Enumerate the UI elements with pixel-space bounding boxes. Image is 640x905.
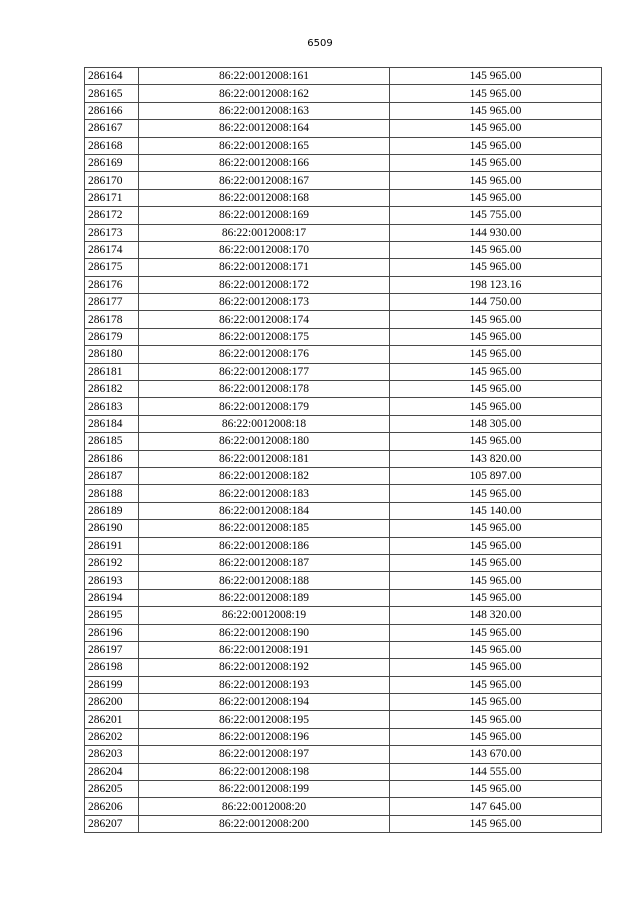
row-number-cell: 286185 xyxy=(85,433,139,450)
cadastral-number-cell: 86:22:0012008:186 xyxy=(139,537,390,554)
cadastral-number-cell: 86:22:0012008:173 xyxy=(139,294,390,311)
table-row xyxy=(85,224,602,241)
cadastral-number-cell: 86:22:0012008:189 xyxy=(139,589,390,606)
cadastral-number-cell: 86:22:0012008:176 xyxy=(139,346,390,363)
cadastral-number-cell: 86:22:0012008:195 xyxy=(139,711,390,728)
table-row xyxy=(85,241,602,258)
cadastral-number-cell: 86:22:0012008:19 xyxy=(139,607,390,624)
row-number-cell: 286170 xyxy=(85,172,139,189)
cadastral-value-cell: 145 965.00 xyxy=(390,572,602,589)
cadastral-number-cell: 86:22:0012008:178 xyxy=(139,381,390,398)
cadastral-number-cell: 86:22:0012008:199 xyxy=(139,781,390,798)
table-row xyxy=(85,763,602,780)
cadastral-value-cell: 145 965.00 xyxy=(390,659,602,676)
table-row xyxy=(85,676,602,693)
cadastral-value-cell: 145 965.00 xyxy=(390,102,602,119)
cadastral-number-cell: 86:22:0012008:190 xyxy=(139,624,390,641)
row-number-cell: 286197 xyxy=(85,641,139,658)
cadastral-value-cell: 105 897.00 xyxy=(390,467,602,484)
row-number-cell: 286166 xyxy=(85,102,139,119)
table-row xyxy=(85,554,602,571)
cadastral-value-cell: 144 750.00 xyxy=(390,294,602,311)
cadastral-number-cell: 86:22:0012008:169 xyxy=(139,207,390,224)
table-row xyxy=(85,328,602,345)
row-number-cell: 286204 xyxy=(85,763,139,780)
cadastral-number-cell: 86:22:0012008:167 xyxy=(139,172,390,189)
table-row xyxy=(85,659,602,676)
table-row xyxy=(85,294,602,311)
cadastral-value-cell: 145 965.00 xyxy=(390,328,602,345)
table-row xyxy=(85,746,602,763)
cadastral-value-cell: 145 965.00 xyxy=(390,554,602,571)
table-row xyxy=(85,607,602,624)
table-row xyxy=(85,485,602,502)
table-row xyxy=(85,798,602,815)
table-row xyxy=(85,207,602,224)
cadastral-value-cell: 145 965.00 xyxy=(390,398,602,415)
cadastral-value-cell: 145 965.00 xyxy=(390,68,602,85)
row-number-cell: 286198 xyxy=(85,659,139,676)
table-row xyxy=(85,189,602,206)
cadastral-value-cell: 145 965.00 xyxy=(390,676,602,693)
row-number-cell: 286174 xyxy=(85,241,139,258)
table-row xyxy=(85,694,602,711)
table-row xyxy=(85,137,602,154)
row-number-cell: 286190 xyxy=(85,520,139,537)
table-row xyxy=(85,624,602,641)
cadastral-value-cell: 145 965.00 xyxy=(390,433,602,450)
table-row xyxy=(85,467,602,484)
cadastral-number-cell: 86:22:0012008:185 xyxy=(139,520,390,537)
row-number-cell: 286207 xyxy=(85,815,139,832)
row-number-cell: 286188 xyxy=(85,485,139,502)
table-row xyxy=(85,398,602,415)
cadastral-value-cell: 145 965.00 xyxy=(390,154,602,171)
row-number-cell: 286179 xyxy=(85,328,139,345)
table-row xyxy=(85,450,602,467)
cadastral-number-cell: 86:22:0012008:192 xyxy=(139,659,390,676)
table-row xyxy=(85,537,602,554)
cadastral-value-cell: 145 965.00 xyxy=(390,172,602,189)
row-number-cell: 286196 xyxy=(85,624,139,641)
table-row xyxy=(85,120,602,137)
cadastral-number-cell: 86:22:0012008:172 xyxy=(139,276,390,293)
cadastral-value-cell: 148 320.00 xyxy=(390,607,602,624)
row-number-cell: 286164 xyxy=(85,68,139,85)
cadastral-number-cell: 86:22:0012008:184 xyxy=(139,502,390,519)
cadastral-value-cell: 145 755.00 xyxy=(390,207,602,224)
table-row xyxy=(85,102,602,119)
table-row xyxy=(85,728,602,745)
table-row xyxy=(85,433,602,450)
cadastral-value-cell: 145 965.00 xyxy=(390,381,602,398)
cadastral-number-cell: 86:22:0012008:165 xyxy=(139,137,390,154)
cadastral-value-cell: 145 965.00 xyxy=(390,346,602,363)
cadastral-value-cell: 145 965.00 xyxy=(390,728,602,745)
cadastral-number-cell: 86:22:0012008:196 xyxy=(139,728,390,745)
cadastral-number-cell: 86:22:0012008:197 xyxy=(139,746,390,763)
row-number-cell: 286189 xyxy=(85,502,139,519)
row-number-cell: 286167 xyxy=(85,120,139,137)
cadastral-value-cell: 145 965.00 xyxy=(390,120,602,137)
row-number-cell: 286168 xyxy=(85,137,139,154)
cadastral-value-cell: 145 965.00 xyxy=(390,85,602,102)
cadastral-value-table xyxy=(84,67,602,833)
cadastral-number-cell: 86:22:0012008:174 xyxy=(139,311,390,328)
row-number-cell: 286193 xyxy=(85,572,139,589)
cadastral-value-cell: 145 965.00 xyxy=(390,694,602,711)
cadastral-number-cell: 86:22:0012008:17 xyxy=(139,224,390,241)
cadastral-value-cell: 145 965.00 xyxy=(390,189,602,206)
row-number-cell: 286165 xyxy=(85,85,139,102)
row-number-cell: 286171 xyxy=(85,189,139,206)
cadastral-value-cell: 145 965.00 xyxy=(390,537,602,554)
cadastral-number-cell: 86:22:0012008:198 xyxy=(139,763,390,780)
table-row xyxy=(85,68,602,85)
cadastral-number-cell: 86:22:0012008:168 xyxy=(139,189,390,206)
table-row xyxy=(85,276,602,293)
row-number-cell: 286199 xyxy=(85,676,139,693)
table-row xyxy=(85,502,602,519)
row-number-cell: 286172 xyxy=(85,207,139,224)
table-row xyxy=(85,520,602,537)
cadastral-value-cell: 145 965.00 xyxy=(390,641,602,658)
row-number-cell: 286200 xyxy=(85,694,139,711)
row-number-cell: 286192 xyxy=(85,554,139,571)
cadastral-value-cell: 145 965.00 xyxy=(390,259,602,276)
cadastral-value-cell: 145 965.00 xyxy=(390,711,602,728)
cadastral-value-cell: 145 140.00 xyxy=(390,502,602,519)
cadastral-value-cell: 145 965.00 xyxy=(390,241,602,258)
cadastral-number-cell: 86:22:0012008:166 xyxy=(139,154,390,171)
table-row xyxy=(85,346,602,363)
row-number-cell: 286176 xyxy=(85,276,139,293)
cadastral-number-cell: 86:22:0012008:187 xyxy=(139,554,390,571)
cadastral-number-cell: 86:22:0012008:161 xyxy=(139,68,390,85)
table-body xyxy=(85,68,602,833)
cadastral-number-cell: 86:22:0012008:200 xyxy=(139,815,390,832)
row-number-cell: 286201 xyxy=(85,711,139,728)
cadastral-number-cell: 86:22:0012008:175 xyxy=(139,328,390,345)
cadastral-value-cell: 148 305.00 xyxy=(390,415,602,432)
table-row xyxy=(85,311,602,328)
table-row xyxy=(85,381,602,398)
row-number-cell: 286191 xyxy=(85,537,139,554)
cadastral-value-cell: 145 965.00 xyxy=(390,815,602,832)
cadastral-value-cell: 145 965.00 xyxy=(390,485,602,502)
row-number-cell: 286182 xyxy=(85,381,139,398)
cadastral-value-cell: 143 820.00 xyxy=(390,450,602,467)
cadastral-number-cell: 86:22:0012008:164 xyxy=(139,120,390,137)
cadastral-value-cell: 145 965.00 xyxy=(390,137,602,154)
cadastral-number-cell: 86:22:0012008:194 xyxy=(139,694,390,711)
page-number: 6509 xyxy=(307,38,333,49)
row-number-cell: 286203 xyxy=(85,746,139,763)
table-row xyxy=(85,815,602,832)
cadastral-value-cell: 198 123.16 xyxy=(390,276,602,293)
cadastral-value-cell: 145 965.00 xyxy=(390,311,602,328)
cadastral-number-cell: 86:22:0012008:179 xyxy=(139,398,390,415)
table-row xyxy=(85,85,602,102)
row-number-cell: 286205 xyxy=(85,781,139,798)
table-row xyxy=(85,711,602,728)
row-number-cell: 286177 xyxy=(85,294,139,311)
row-number-cell: 286175 xyxy=(85,259,139,276)
row-number-cell: 286187 xyxy=(85,467,139,484)
row-number-cell: 286180 xyxy=(85,346,139,363)
cadastral-number-cell: 86:22:0012008:18 xyxy=(139,415,390,432)
row-number-cell: 286195 xyxy=(85,607,139,624)
cadastral-number-cell: 86:22:0012008:193 xyxy=(139,676,390,693)
cadastral-value-cell: 143 670.00 xyxy=(390,746,602,763)
cadastral-value-cell: 144 930.00 xyxy=(390,224,602,241)
cadastral-value-cell: 147 645.00 xyxy=(390,798,602,815)
cadastral-value-cell: 145 965.00 xyxy=(390,520,602,537)
table-row xyxy=(85,781,602,798)
cadastral-value-cell: 145 965.00 xyxy=(390,363,602,380)
cadastral-number-cell: 86:22:0012008:188 xyxy=(139,572,390,589)
cadastral-number-cell: 86:22:0012008:163 xyxy=(139,102,390,119)
row-number-cell: 286202 xyxy=(85,728,139,745)
cadastral-value-cell: 145 965.00 xyxy=(390,589,602,606)
table-row xyxy=(85,589,602,606)
row-number-cell: 286181 xyxy=(85,363,139,380)
cadastral-number-cell: 86:22:0012008:181 xyxy=(139,450,390,467)
row-number-cell: 286194 xyxy=(85,589,139,606)
table-row xyxy=(85,572,602,589)
row-number-cell: 286206 xyxy=(85,798,139,815)
row-number-cell: 286186 xyxy=(85,450,139,467)
row-number-cell: 286173 xyxy=(85,224,139,241)
table-row xyxy=(85,641,602,658)
table-row xyxy=(85,363,602,380)
cadastral-number-cell: 86:22:0012008:191 xyxy=(139,641,390,658)
cadastral-number-cell: 86:22:0012008:171 xyxy=(139,259,390,276)
row-number-cell: 286169 xyxy=(85,154,139,171)
table-row xyxy=(85,415,602,432)
cadastral-value-cell: 145 965.00 xyxy=(390,781,602,798)
cadastral-number-cell: 86:22:0012008:170 xyxy=(139,241,390,258)
cadastral-number-cell: 86:22:0012008:183 xyxy=(139,485,390,502)
cadastral-number-cell: 86:22:0012008:162 xyxy=(139,85,390,102)
cadastral-number-cell: 86:22:0012008:20 xyxy=(139,798,390,815)
cadastral-value-cell: 145 965.00 xyxy=(390,624,602,641)
cadastral-number-cell: 86:22:0012008:180 xyxy=(139,433,390,450)
table-row xyxy=(85,259,602,276)
cadastral-value-cell: 144 555.00 xyxy=(390,763,602,780)
row-number-cell: 286178 xyxy=(85,311,139,328)
row-number-cell: 286184 xyxy=(85,415,139,432)
row-number-cell: 286183 xyxy=(85,398,139,415)
table-row xyxy=(85,172,602,189)
cadastral-number-cell: 86:22:0012008:182 xyxy=(139,467,390,484)
cadastral-number-cell: 86:22:0012008:177 xyxy=(139,363,390,380)
table-row xyxy=(85,154,602,171)
